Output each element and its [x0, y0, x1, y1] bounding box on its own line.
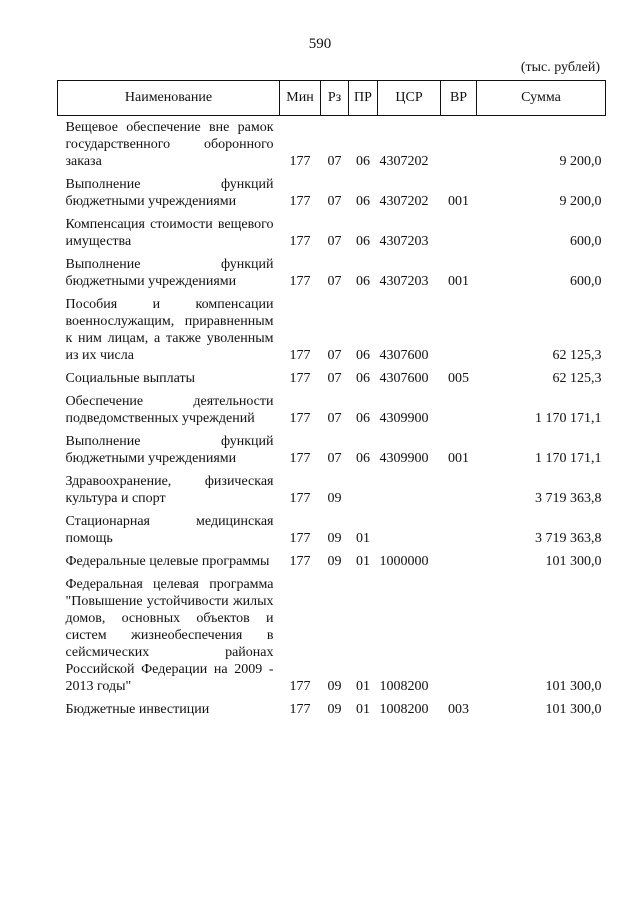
cell-sum: 600,0: [570, 234, 602, 249]
cell-vr: 001: [448, 194, 469, 209]
page-number: 590: [308, 36, 332, 52]
cell-vr: 001: [448, 451, 469, 466]
cell-vr: [441, 293, 477, 367]
cell-min: 177: [289, 348, 311, 363]
cell-csr: 1008200: [379, 702, 429, 717]
header-vr: ВР: [441, 81, 477, 116]
table-row: [58, 470, 606, 510]
cell-min: 177: [289, 451, 311, 466]
cell-csr: 1000000: [379, 554, 429, 569]
header-csr: ЦСР: [378, 81, 441, 116]
cell-min: 177: [289, 679, 311, 694]
cell-csr: 1008200: [379, 679, 429, 694]
cell-rz: 07: [327, 194, 342, 209]
table-row: [58, 550, 606, 573]
cell-min: 177: [289, 234, 311, 249]
cell-rz: 07: [327, 451, 342, 466]
cell-sum: 600,0: [570, 274, 602, 289]
cell-sum: 101 300,0: [545, 702, 602, 717]
cell-min: 177: [289, 491, 311, 506]
cell-rz: 09: [327, 491, 342, 506]
cell-csr: [378, 470, 441, 510]
table-row: [58, 510, 606, 550]
cell-vr: [441, 510, 477, 550]
cell-sum: 62 125,3: [552, 348, 602, 363]
cell-name: Выполнение функций бюджетными учреждениями: [65, 177, 274, 209]
table-row: [58, 573, 606, 698]
cell-pr: 01: [356, 554, 370, 569]
table-header: [58, 81, 606, 116]
cell-min: 177: [289, 531, 311, 546]
cell-sum: 101 300,0: [545, 554, 602, 569]
cell-name: Федеральные целевые программы: [65, 554, 270, 569]
cell-rz: 07: [327, 234, 342, 249]
cell-name: Компенсация стоимости вещевого имущества: [65, 217, 274, 249]
cell-name: Пособия и компенсации военнослужащим, приравненным к ним лицам, а также уволенным из их числа: [65, 297, 274, 363]
cell-rz: 07: [327, 154, 342, 169]
cell-csr: [378, 510, 441, 550]
cell-name: Выполнение функций бюджетными учреждениями: [65, 257, 274, 289]
cell-vr: [441, 573, 477, 698]
cell-name: Стационарная медицинская помощь: [65, 514, 274, 546]
table-row: [58, 698, 606, 721]
cell-name: Вещевое обеспечение вне рамок государственного оборонного заказа: [65, 120, 274, 169]
cell-pr: 06: [356, 234, 370, 249]
cell-min: 177: [289, 411, 311, 426]
cell-csr: 4307202: [379, 194, 429, 209]
cell-name: Бюджетные инвестиции: [65, 702, 210, 717]
budget-table: [57, 80, 606, 721]
cell-pr: 06: [356, 451, 370, 466]
cell-pr: 06: [356, 411, 370, 426]
cell-min: 177: [289, 154, 311, 169]
cell-rz: 09: [327, 554, 342, 569]
cell-rz: 09: [327, 531, 342, 546]
cell-pr: 06: [356, 274, 370, 289]
cell-csr: 4307203: [379, 274, 429, 289]
cell-rz: 09: [327, 702, 342, 717]
cell-name: Выполнение функций бюджетными учреждениями: [65, 434, 274, 466]
cell-rz: 07: [327, 371, 342, 386]
cell-pr: 06: [356, 371, 370, 386]
cell-sum: 101 300,0: [545, 679, 602, 694]
cell-vr: [441, 470, 477, 510]
cell-sum: 9 200,0: [559, 194, 602, 209]
cell-pr: 01: [356, 531, 370, 546]
cell-vr: [441, 213, 477, 253]
cell-csr: 4309900: [379, 411, 429, 426]
cell-vr: [441, 116, 477, 174]
cell-pr: 06: [356, 154, 370, 169]
cell-vr: [441, 550, 477, 573]
table-row: [58, 367, 606, 390]
cell-min: 177: [289, 194, 311, 209]
cell-rz: 07: [327, 411, 342, 426]
table-row: [58, 430, 606, 470]
cell-rz: 07: [327, 274, 342, 289]
cell-csr: 4307203: [379, 234, 429, 249]
cell-name: Обеспечение деятельности подведомственных учреждений: [65, 394, 274, 426]
cell-min: 177: [289, 702, 311, 717]
cell-pr: 01: [356, 702, 370, 717]
cell-csr: 4307600: [379, 348, 429, 363]
cell-sum: 3 719 363,8: [535, 491, 602, 506]
cell-vr: 005: [448, 371, 469, 386]
cell-sum: 62 125,3: [552, 371, 602, 386]
cell-name: Федеральная целевая программа "Повышение устойчивости жилых домов, основных объектов и систем жизнеобеспечения в сейсмических районах Российской Федерации на 2009 - 2013 годы": [65, 577, 274, 694]
table-row: [58, 213, 606, 253]
cell-sum: 3 719 363,8: [535, 531, 602, 546]
cell-name: Социальные выплаты: [65, 371, 196, 386]
cell-min: 177: [289, 274, 311, 289]
header-name: Наименование: [58, 81, 280, 116]
table-body: [58, 116, 606, 722]
cell-pr: 06: [356, 348, 370, 363]
cell-csr: 4309900: [379, 451, 429, 466]
header-rz: Рз: [321, 81, 349, 116]
cell-vr: [441, 390, 477, 430]
cell-csr: 4307202: [379, 154, 429, 169]
cell-csr: 4307600: [379, 371, 429, 386]
cell-vr: 003: [448, 702, 469, 717]
table-row: [58, 253, 606, 293]
cell-pr: [349, 470, 378, 510]
header-sum: Сумма: [477, 81, 606, 116]
units-note: (тыс. рублей): [520, 60, 600, 75]
table-row: [58, 173, 606, 213]
cell-sum: 1 170 171,1: [535, 411, 602, 426]
cell-sum: 1 170 171,1: [535, 451, 602, 466]
cell-rz: 07: [327, 348, 342, 363]
cell-sum: 9 200,0: [559, 154, 602, 169]
cell-pr: 06: [356, 194, 370, 209]
table-row: [58, 390, 606, 430]
cell-name: Здравоохранение, физическая культура и спорт: [65, 474, 274, 506]
table-row: [58, 293, 606, 367]
table-row: [58, 116, 606, 174]
cell-rz: 09: [327, 679, 342, 694]
header-min: Мин: [280, 81, 321, 116]
cell-min: 177: [289, 554, 311, 569]
header-pr: ПР: [349, 81, 378, 116]
cell-vr: 001: [448, 274, 469, 289]
cell-pr: 01: [356, 679, 370, 694]
cell-min: 177: [289, 371, 311, 386]
